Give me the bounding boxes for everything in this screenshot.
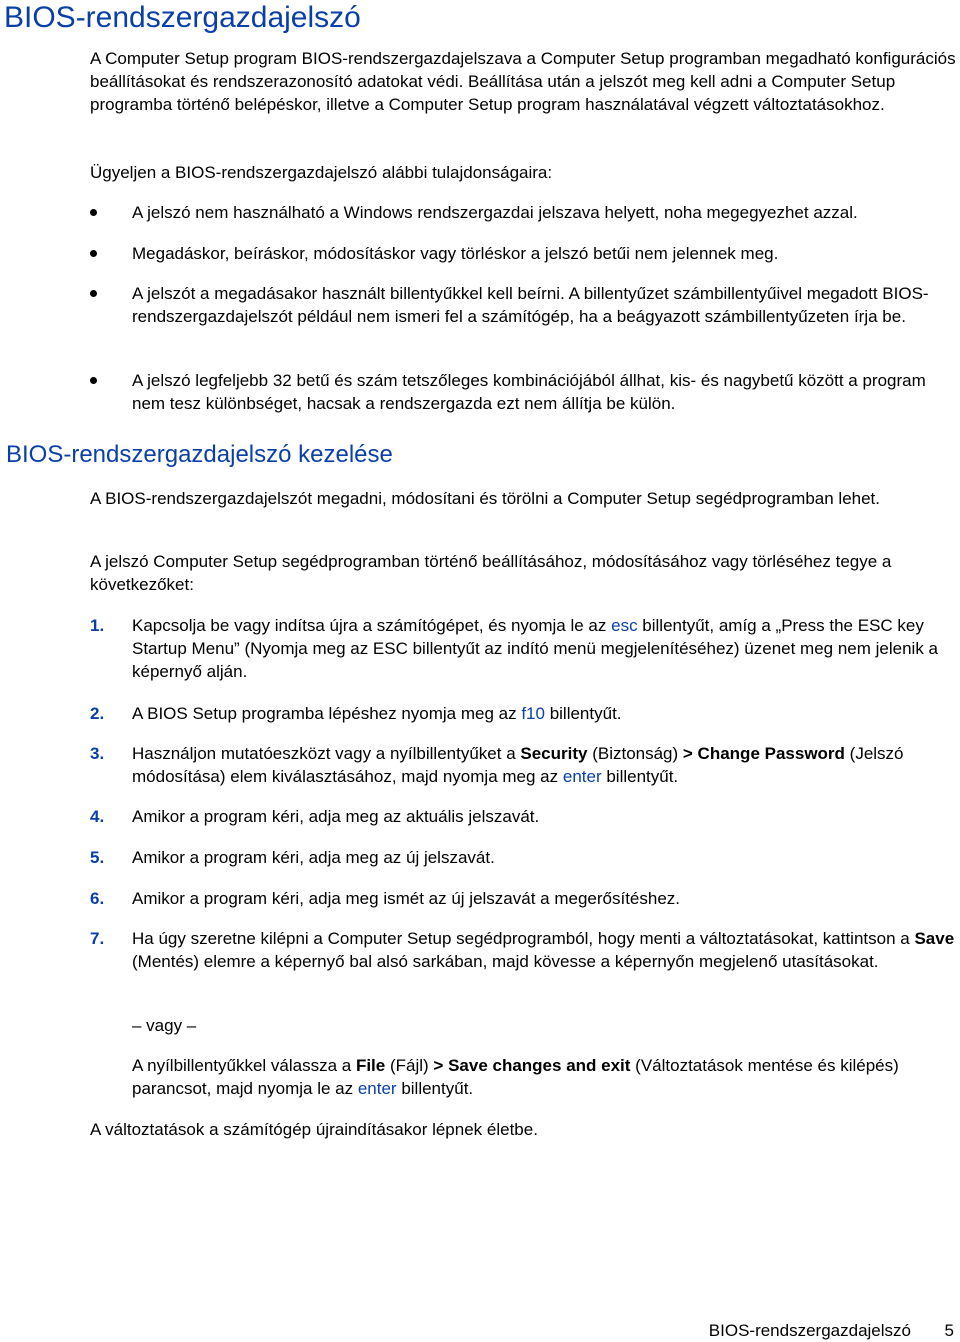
footer-title: BIOS-rendszergazdajelszó	[708, 1321, 911, 1340]
step-text-part: (Fájl)	[385, 1056, 434, 1075]
step-number: 4.	[90, 807, 105, 826]
step-text-part: A BIOS Setup programba lépéshez nyomja meg az	[132, 704, 522, 723]
key-esc: esc	[611, 616, 638, 635]
page-number: 5	[944, 1321, 954, 1340]
key-enter: enter	[357, 1079, 397, 1098]
bullet-text: A jelszó nem használható a Windows rendszergazdai jelszava helyett, noha megegyezhet azzal.	[132, 203, 858, 222]
step-text-part: billentyűt, amíg a „Press the ESC key Startup Menu” (Nyomja meg az ESC billentyűt az indító menü megjelenítéséhez) üzenet meg nem jelenik a képernyő alján.	[132, 616, 939, 681]
key-f10: f10	[521, 704, 545, 723]
step-text-part: Kapcsolja be vagy indítsa újra a számítógépet, és nyomja le az	[132, 616, 612, 635]
step-number: 7.	[90, 929, 105, 948]
step-text: Amikor a program kéri, adja meg az új jelszavát.	[132, 848, 495, 867]
step-text	[132, 614, 958, 683]
step-number: 3.	[90, 744, 105, 763]
step-text-part: billentyűt.	[601, 767, 679, 786]
step-text-part: A nyílbillentyűkkel válassza a	[132, 1056, 356, 1075]
section-heading: BIOS-rendszergazdajelszó kezelése	[6, 441, 393, 468]
step-number: 1.	[90, 616, 105, 635]
intro-paragraph: A Computer Setup program BIOS-rendszergazdajelszava a Computer Setup programban megadható konfigurációs beállításokat és rendszerazonosító adatokat védi. Beállítása után a jelszót meg kell adni a Computer Setup programba történő belépéskor, illetve a Computer Setup program használatával végzett változtatásokhoz.	[90, 49, 956, 114]
step-text: Amikor a program kéri, adja meg ismét az új jelszavát a megerősítéshez.	[132, 889, 681, 908]
step-text-part: Használjon mutatóeszközt vagy a nyílbillentyűket a	[132, 744, 521, 763]
menu-change-password: > Change Password	[682, 744, 845, 763]
step-text-part: (Biztonság)	[587, 744, 683, 763]
bullet-text: Megadáskor, beíráskor, módosításkor vagy törléskor a jelszó betűi nem jelennek meg.	[132, 244, 779, 263]
bullet-icon	[90, 290, 97, 297]
bullet-icon	[90, 250, 97, 257]
step-text: Amikor a program kéri, adja meg az aktuális jelszavát.	[132, 807, 540, 826]
bullet-icon	[90, 377, 97, 384]
manage-paragraph: A BIOS-rendszergazdajelszót megadni, módosítani és törölni a Computer Setup segédprogramban lehet.	[90, 489, 881, 508]
step-text-part: (Jelszó módosítása) elem kiválasztásához, majd nyomja meg az	[132, 744, 904, 786]
steps-intro: A jelszó Computer Setup segédprogramban történő beállításához, módosításához vagy törléséhez tegye a következőket:	[90, 552, 892, 594]
step-text-part: Ha úgy szeretne kilépni a Computer Setup segédprogramból, hogy menti a változtatásokat, kattintson a	[132, 929, 915, 948]
step-text-part: (Mentés) elemre a képernyő bal alsó sarkában, majd kövesse a képernyőn megjelenő utasításokat.	[132, 952, 879, 971]
key-enter: enter	[562, 767, 602, 786]
closing-paragraph: A változtatások a számítógép újraindításakor lépnek életbe.	[90, 1120, 538, 1139]
step-text	[132, 742, 958, 788]
step-number: 2.	[90, 704, 105, 723]
page-title: BIOS-rendszergazdajelszó	[4, 1, 361, 34]
page-footer	[0, 1320, 960, 1342]
step-text	[132, 927, 958, 973]
step-text-part: billentyűt.	[396, 1079, 474, 1098]
bullet-text: A jelszó legfeljebb 32 betű és szám tetszőleges kombinációjából állhat, kis- és nagybetű között a program nem tesz különbséget, hacsak a rendszergazda ezt nem állítja be külön.	[132, 371, 926, 413]
menu-save: Save	[914, 929, 955, 948]
step-number: 5.	[90, 848, 105, 867]
step-text	[132, 1054, 958, 1100]
step-text-part: billentyűt.	[544, 704, 622, 723]
menu-file: File	[355, 1056, 386, 1075]
step-text	[132, 702, 958, 725]
attention-text: Ügyeljen a BIOS-rendszergazdajelszó alábbi tulajdonságaira:	[90, 163, 553, 182]
menu-save-changes-and-exit: > Save changes and exit	[433, 1056, 631, 1075]
step-number: 6.	[90, 889, 105, 908]
step-text-part: (Változtatások mentése és kilépés) parancsot, majd nyomja le az	[132, 1056, 899, 1098]
bullet-icon	[90, 209, 97, 216]
bullet-text: A jelszót a megadásakor használt billentyűkkel kell beírni. A billentyűzet számbillentyűivel megadott BIOS-rendszergazdajelszót például nem ismeri fel a számítógép, ha a beágyazott számbillentyűzeten írja be.	[132, 284, 929, 326]
or-text: – vagy –	[132, 1016, 197, 1035]
menu-security: Security	[520, 744, 588, 763]
